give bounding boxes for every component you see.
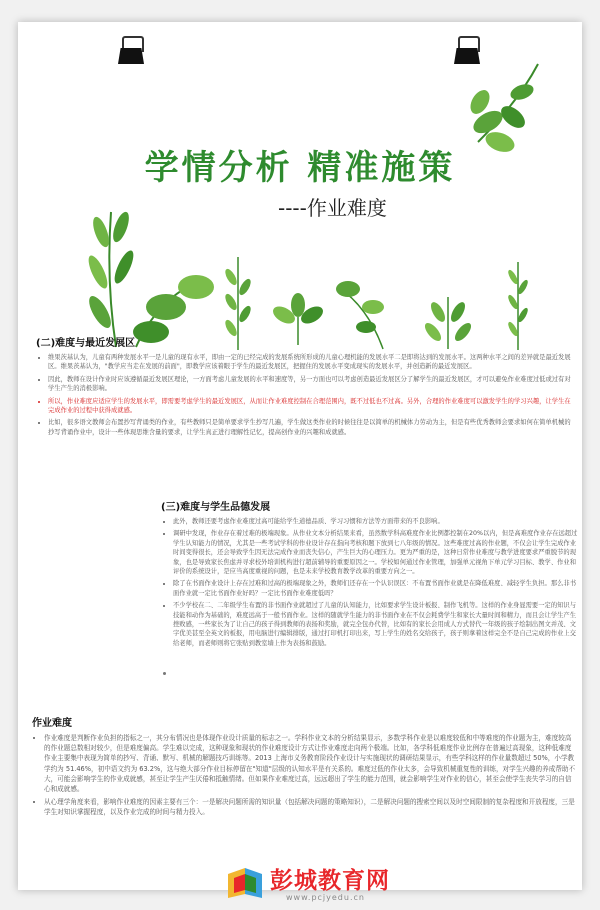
book-logo-icon [226,864,264,898]
section-heading: (二)难度与最近发展区 [36,338,136,349]
section-recent-development [36,334,576,440]
site-logo[interactable] [226,860,426,910]
bullet-list [36,353,576,437]
section-heading: (三)难度与学生品德发展 [161,502,271,513]
list-item-highlighted: • 所以，作业难度应适应学生的发展水平，即需要考虑学生的最近发展区，从而让作业难度控制在合理范围内，既不过低也不过高。另外，合理的作业难度可以激发学生的学习兴趣，让学生在完成作业的过程中获得成就感。 [48,397,576,416]
section-homework-difficulty [32,714,577,821]
decorative-dot [163,672,166,675]
list-item: • 比如，很多语文教师会布置抄写背诵类的作业，有些教师只是简单要求学生抄写几遍，学生做这类作业的时候往往是以简单的机械体力劳动为主，但是有些优秀教师会要求如何在简单机械的抄写背诵作业中，设计一些体现思维含量的要求，让学生真正进行理解性记忆，提高创作业的兴趣和成就感。 [48,418,576,437]
section-heading: 作业难度 [32,718,72,729]
list-item: • 调研中发现，作业存在着过难的极端现象。从作业文本分析结果来看，虽然数学科高难度作业比例都控制在20%以内，但是高难度作业存在远超过学生认知能力的情况，尤其是一些考试学科的作业设计存在指向考核和题下放到七八年级的情况。这些难度过高的作业题，不仅会让学生完成作业时间变得很长，还会导致学生因无法完成作业而丧失信心，产生巨大的心理压力。更为严重的是，这种日常作业难度与教学进度要求严重脱节的现象，也是导致家长焦虑并寻求校外培训机构进行超前辅导的重要原因之一。学校如何通过作业管理，加强单元视角下单元学习目标、教学、作业和评价的系统设计，是应当高度重视的问题，也是未来学校教育教学改革的重要方向之一。 [173,529,579,576]
list-item: • 作业难度是判断作业负担的指标之一，其分布情况也是体现作业设计质量的标志之一。学科作业文本的分析结果显示，多数学科作业是以难度较低和中等难度的作业题为主，难度较高的作业题总数相对较少，但是难度偏高。学生难以完成，这种现象和现状的作业难度设计方式让作业难度走向两个极端。比如，各学科低难度作业比例存在普遍过高现象，这种低难度作业主要集中表现为简单的抄写、背诵、默写、机械的解题技巧训练等。2013 上海市义务教育阶段作业设计与实施现状的调研结果显示，有些学科这样的作业量数超过 50%，小学教学约为 51.46%，初中语文约为 63.2%，这与绝大部分作业目标停留在"知道"层级的认知水平是有关系的。难度过低的作业太多，会导致机械重复性的训练，对学生兴趣的养成帮助不大，可能会影响学生的作业成就感，甚至让学生产生厌倦和抵触情绪。但如果作业难度过高，远远超出了学生的能力范围，就会影响学生对作业的信心，甚至会使学生丧失学习的自信心和成就感。 [44,733,577,794]
logo-url: www.pcjyedu.cn [286,893,365,902]
logo-name: 彭城教育网 [270,868,390,894]
list-item: • 不少学校在二、二年级学生布置的非书面作业就超过了儿童的认知能力，比如要求学生设计板报、制作飞机等。这样的作业身显需要一定的知识与技能和动作为基础的，难度远高于一般书面作业。这样的随就学生能力的非书面作业在不仅会耗费学生和家长大量时间和精力，而且会让学生产生挫败感，一些家长为了让自己的孩子得到教师的表扬和奖励，就完全包办代替，比如有的家长会用成人方式替代一年级的孩子绘制出图文并茂、文字优美甚至全英文的板报，用电脑进行编辑排版，通过打印机打印出来，写上学生的姓名交给孩子，孩子则拿着这样完全不是自己完成的作业上交给老师，而老师则将它张贴到教室墙上作为表扬和鼓励。 [173,601,579,648]
list-item: • 因此，教师在设计作业时应该遵循最近发展区理论，一方面考虑儿童发展的水平和速度等，另一方面也可以考虑创造最近发展区分了解学生的最近发展区，才可以避免作业难度过低或过有对学生产生的消极影响。 [48,375,576,394]
list-item: • 此外，教师还要考虑作业难度过高可能给学生道德品质、学习习惯和方法等方面带来的不良影响。 [173,517,579,526]
poster [18,22,582,902]
list-item: • 从心理学角度来看，影响作业难度的因素主要有三个：一是解决问题所需的知识量（包括解决问题的策略知识），二是解决问题的搜索空间以及时空间限制的复杂程度和开放程度，三是学生对知识掌握程度，以及作业完成的时间与精力投入。 [44,797,577,817]
list-item: • 除了在书面作业设计上存在过难和过高的极端现象之外，教师们还存在一个认识误区：不布置书面作业就是在降低难度、减轻学生负担。那么非书面作业就一定比书面作业好吗？一定比书面作业难度低吗？ [173,579,579,598]
list-item: • 维果茨基认为，儿童有两种发展水平一是儿童的现有水平，即由一定的已经完成的发展系统所形成的儿童心理机能的发展水平二是即将达到的发展水平。这两种水平之间的差异就是最近发展区。维果茨基认为，"教学应当走在发展的前面"，即教学应该着眼于学生的最近发展区，把握住的发展水平变成现实的发展水平，并创造新的最近发展区。 [48,353,576,372]
poster-subtitle: ----作业难度 [278,196,387,220]
bullet-list [161,517,579,648]
leaf-branch-left-icon [76,192,226,352]
poster-title: 学情分析 精准施策 [144,148,456,188]
bullet-list [32,733,577,818]
binder-clip-left [118,36,144,66]
section-moral-development [161,498,579,651]
